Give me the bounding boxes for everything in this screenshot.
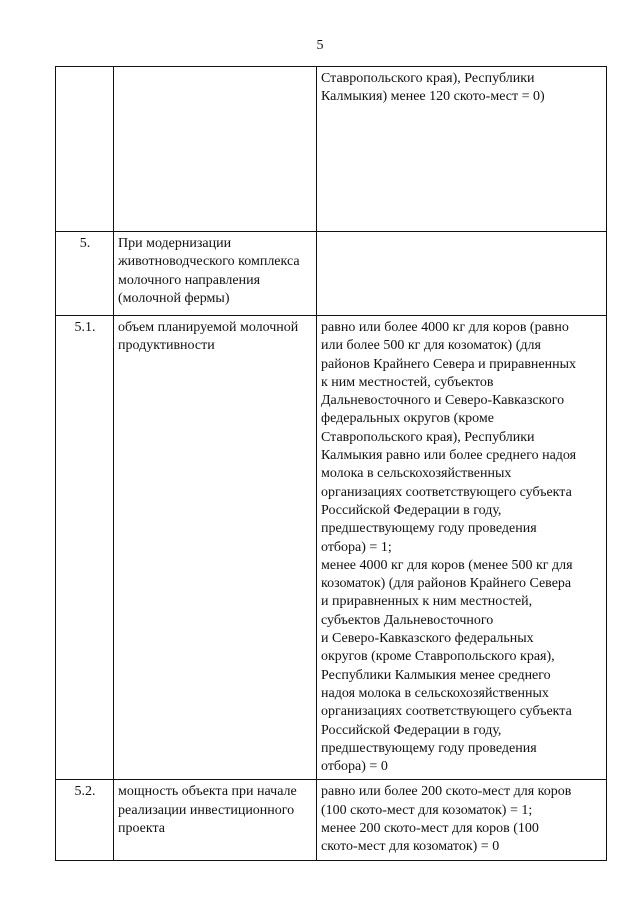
row-number-cell	[56, 67, 114, 232]
table-row	[56, 67, 607, 232]
value-line: равно или более 200 ското-мест для коров	[321, 784, 572, 800]
value-line: и приравненных к ним местностей,	[321, 594, 533, 610]
value-line: ското-мест для козоматок) = 0	[321, 839, 500, 855]
table-row	[56, 232, 607, 316]
value-line: менее 4000 кг для коров (менее 500 кг для	[321, 557, 573, 573]
value-line: организациях соответствующего субъекта	[321, 704, 572, 720]
value-line: федеральных округов (кроме	[321, 411, 494, 427]
value-line: Калмыкия) менее 120 ското-мест = 0)	[321, 89, 545, 105]
value-line: Калмыкия равно или более среднего надоя	[321, 448, 577, 464]
value-line: округов (кроме Ставропольского края),	[321, 649, 555, 665]
value-line: Ставропольского края), Республики	[321, 71, 535, 86]
name-line: объем планируемой молочной	[118, 320, 299, 335]
value-line: Ставропольского края), Республики	[321, 429, 535, 445]
value-line: и Северо-Кавказского федеральных	[321, 631, 534, 647]
name-line: При модернизации	[118, 236, 232, 251]
name-line: (молочной фермы)	[118, 290, 230, 306]
criterion-value-cell	[317, 780, 607, 860]
name-line: проекта	[118, 821, 165, 837]
row-number-cell: 5.2.	[56, 780, 114, 860]
name-line: молочного направления	[118, 272, 261, 288]
value-line: отбора) = 0	[321, 759, 388, 775]
page-number: 5	[316, 38, 324, 53]
value-line: Республики Калмыкия менее среднего	[321, 667, 551, 683]
name-line: реализации инвестиционного	[118, 802, 295, 818]
value-line: козоматок) (для районов Крайнего Севера	[321, 576, 572, 592]
value-line: менее 200 ското-мест для коров (100	[321, 821, 539, 837]
value-line: субъектов Дальневосточного	[321, 612, 494, 628]
value-line: Российской Федерации в году,	[321, 502, 502, 518]
criterion-name-cell	[114, 232, 317, 316]
value-line: организациях соответствующего субъекта	[321, 484, 572, 500]
table-row	[56, 316, 607, 780]
value-line: отбора) = 1;	[321, 539, 392, 555]
row-number-cell: 5.	[56, 232, 114, 316]
value-line: районов Крайнего Севера и приравненных	[321, 356, 577, 372]
value-line: Российской Федерации в году,	[321, 722, 502, 738]
value-line: к ним местностей, субъектов	[321, 374, 494, 390]
criterion-name-cell	[114, 780, 317, 860]
value-line: предшествующему году проведения	[321, 740, 537, 756]
criterion-name-cell	[114, 67, 317, 232]
value-line: Дальневосточного и Северо-Кавказского	[321, 393, 565, 409]
criterion-value-cell	[317, 316, 607, 780]
criteria-table	[55, 66, 607, 861]
name-line: мощность объекта при начале	[118, 784, 297, 800]
criterion-value-cell	[317, 67, 607, 232]
name-line: животноводческого комплекса	[118, 254, 300, 270]
value-line: равно или более 4000 кг для коров (равно	[321, 320, 569, 335]
value-line: надоя молока в сельскохозяйственных	[321, 685, 549, 701]
table-row	[56, 780, 607, 860]
criterion-value-cell	[317, 232, 607, 316]
row-number-cell: 5.1.	[56, 316, 114, 780]
criterion-name-cell	[114, 316, 317, 780]
value-line: молока в сельскохозяйственных	[321, 466, 512, 482]
value-line: предшествующему году проведения	[321, 521, 537, 537]
name-line: продуктивности	[118, 338, 215, 354]
value-line: (100 ското-мест для козоматок) = 1;	[321, 802, 533, 818]
value-line: или более 500 кг для козоматок) (для	[321, 338, 541, 354]
